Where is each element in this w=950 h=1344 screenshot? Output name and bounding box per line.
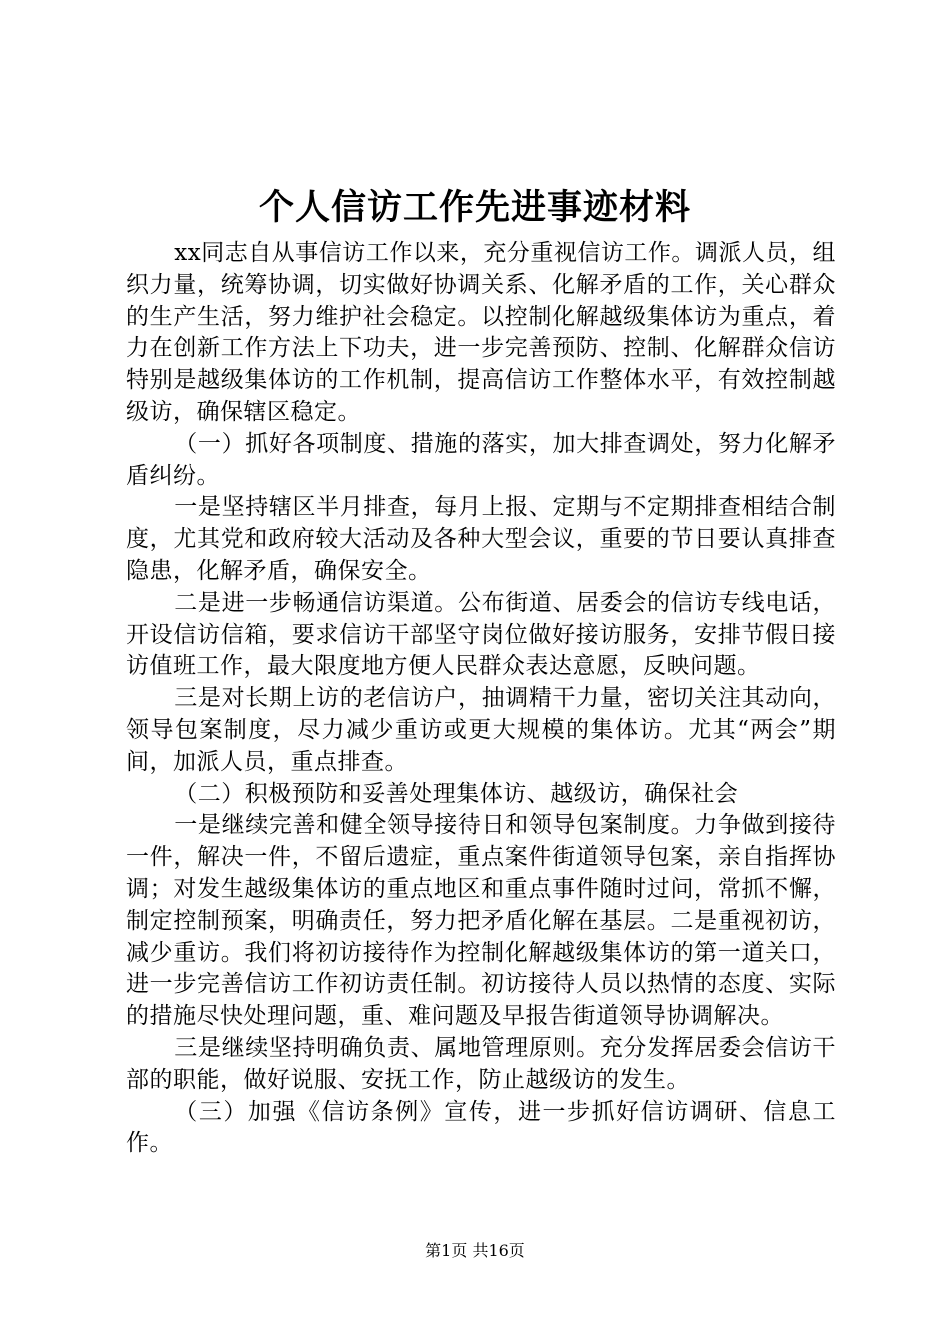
page-number-footer: 第1页 共16页 xyxy=(425,1241,525,1260)
paragraph-section-2-item-3: 三是继续坚持明确负责、属地管理原则。充分发挥居委会信访干部的职能，做好说服、安抚工作，防止越级访的发生。 xyxy=(126,1034,836,1093)
paragraph-section-1-item-2: 二是进一步畅通信访渠道。公布街道、居委会的信访专线电话，开设信访信箱，要求信访干部坚守岗位做好接访服务，安排节假日接访值班工作，最大限度地方便人民群众表达意愿，反映问题。 xyxy=(126,589,836,680)
document-title: 个人信访工作先进事迹材料 xyxy=(258,188,691,228)
paragraph-section-1-item-3: 三是对长期上访的老信访户，抽调精干力量，密切关注其动向，领导包案制度，尽力减少重访或更大规模的集体访。尤其“两会”期间，加派人员，重点排查。 xyxy=(126,685,836,775)
document-body xyxy=(126,238,836,1160)
paragraph-section-2-heading: （二）积极预防和妥善处理集体访、越级访，确保社会 xyxy=(174,780,739,807)
paragraph-section-1-item-1: 一是坚持辖区半月排查，每月上报、定期与不定期排查相结合制度，尤其党和政府较大活动及各种大型会议，重要的节日要认真排查隐患，化解矛盾，确保安全。 xyxy=(126,494,836,584)
paragraph-section-3-heading: （三）加强《信访条例》宣传，进一步抓好信访调研、信息工作。 xyxy=(126,1098,836,1157)
paragraph-intro: xx同志自从事信访工作以来，充分重视信访工作。调派人员，组织力量，统筹协调，切实做好协调关系、化解矛盾的工作，关心群众的生产生活，努力维护社会稳定。以控制化解越级集体访为重点，着力在创新工作方法上下功夫，进一步完善预防、控制、化解群众信访特别是越级集体访的工作机制，提高信访工作整体水平，有效控制越级访，确保辖区稳定。 xyxy=(126,240,836,425)
paragraph-section-1-heading: （一）抓好各项制度、措施的落实，加大排查调处，努力化解矛盾纠纷。 xyxy=(126,430,836,489)
paragraph-section-2-item-1: 一是继续完善和健全领导接待日和领导包案制度。力争做到接待一件，解决一件，不留后遗症，重点案件街道领导包案，亲自指挥协调；对发生越级集体访的重点地区和重点事件随时过问，常抓不懈，制定控制预案，明确责任，努力把矛盾化解在基层。二是重视初访，减少重访。我们将初访接待作为控制化解越级集体访的第一道关口，进一步完善信访工作初访责任制。初访接待人员以热情的态度、实际的措施尽快处理问题，重、难问题及早报告街道领导协调解决。 xyxy=(126,812,836,1030)
